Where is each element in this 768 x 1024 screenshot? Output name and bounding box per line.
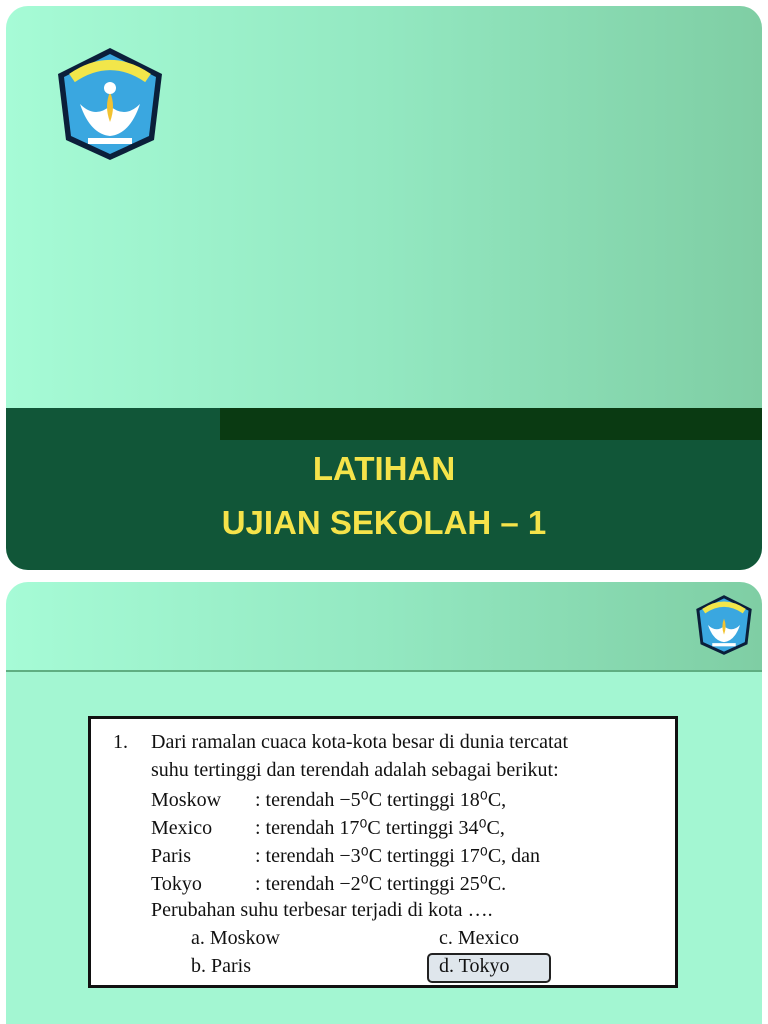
title-band-accent [220, 408, 762, 440]
tut-wuri-handayani-small-logo-icon [692, 592, 756, 658]
title-slide [6, 6, 762, 570]
tut-wuri-handayani-logo-icon [50, 44, 170, 164]
question-number: 1. [113, 731, 128, 753]
option-c: c. Mexico [439, 927, 519, 949]
question-line-2: suhu tertinggi dan terendah adalah sebagai berikut: [151, 759, 559, 781]
question-box [88, 716, 678, 988]
city-name: Paris [151, 845, 191, 867]
option-d: d. Tokyo [439, 955, 510, 977]
question-prompt: Perubahan suhu terbesar terjadi di kota …. [151, 899, 493, 921]
question-line-1: Dari ramalan cuaca kota-kota besar di dunia tercatat [151, 731, 569, 753]
city-row [151, 843, 540, 868]
city-name: Tokyo [151, 873, 202, 895]
slide-title-line-1: LATIHAN [312, 450, 456, 487]
option-a: a. Moskow [191, 927, 280, 949]
city-row [151, 787, 506, 812]
city-temps: : terendah −5⁰C tertinggi 18⁰C, [255, 789, 507, 811]
city-temps: : terendah 17⁰C tertinggi 34⁰C, [255, 817, 505, 839]
city-row [151, 815, 505, 840]
slide-title-line-2: UJIAN SEKOLAH – 1 [221, 504, 547, 541]
option-b: b. Paris [191, 955, 251, 977]
question-slide [6, 582, 762, 1024]
city-temps: : terendah −2⁰C tertinggi 25⁰C. [255, 873, 507, 895]
city-temps: : terendah −3⁰C tertinggi 17⁰C, dan [255, 845, 541, 867]
city-row [151, 871, 506, 896]
city-name: Moskow [151, 789, 222, 811]
city-name: Mexico [151, 817, 213, 839]
